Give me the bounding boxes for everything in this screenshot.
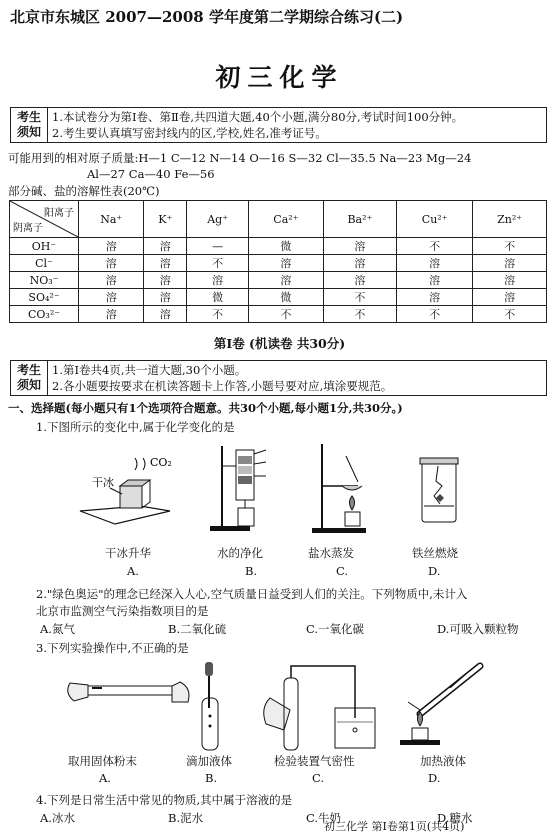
powder-figure (68, 682, 189, 702)
anion-label: OH⁻ (10, 238, 79, 255)
anion-label: NO₃⁻ (10, 272, 79, 289)
letter-1a: A. (127, 564, 139, 578)
letter-3c: C. (312, 771, 325, 785)
option-2b: B.二氧化硫 (168, 622, 227, 636)
table-cell: 不 (397, 238, 473, 255)
table-cell: 溶 (144, 255, 187, 272)
question-2-stem-2: 北京市监测空气污染指数项目的是 (36, 604, 209, 618)
page-title: 初三化学 (215, 63, 344, 92)
table-cell: 溶 (144, 306, 187, 323)
notice-body: 1.第Ⅰ卷共4页,共一道大题,30个小题。 2.各小题要按要求在机读答题卡上作答,小题号要对应,填涂要规范。 (52, 363, 393, 393)
cation-header: Ag⁺ (187, 201, 249, 238)
exam-header: 北京市东城区 2007—2008 学年度第二学期综合练习(二) (10, 8, 404, 26)
table-cell: 溶 (79, 272, 144, 289)
notice-box-1 (10, 107, 547, 143)
table-corner (10, 201, 79, 238)
dry-ice-label: 干冰 (92, 476, 114, 489)
letter-1b: B. (245, 564, 258, 578)
letter-1c: C. (336, 564, 349, 578)
cation-header: Zn²⁺ (473, 201, 547, 238)
option-4c: C.牛奶 (306, 811, 342, 825)
notice-label: 考生 须知 (11, 108, 48, 142)
letter-3b: B. (205, 771, 218, 785)
anion-label: SO₄²⁻ (10, 289, 79, 306)
option-4b: B.泥水 (168, 811, 204, 825)
table-cell: 不 (397, 306, 473, 323)
table-cell: 溶 (79, 306, 144, 323)
part-1-title: 第Ⅰ卷 (机读卷 共30分) (213, 336, 346, 351)
caption-3c: 检验装置气密性 (274, 754, 355, 768)
cation-header: Ca²⁺ (249, 201, 324, 238)
table-cell: 溶 (144, 289, 187, 306)
table-cell: 不 (187, 255, 249, 272)
table-cell: 溶 (79, 238, 144, 255)
table-cell: 不 (187, 306, 249, 323)
question-3-figures (40, 658, 559, 758)
table-cell: 不 (473, 306, 547, 323)
notice-label: 考生 须知 (11, 361, 48, 395)
cation-header: Ba²⁺ (323, 201, 397, 238)
caption-1d: 铁丝燃烧 (412, 546, 458, 560)
section-1-heading: 一、选择题(每小题只有1个选项符合题意。共30个小题,每小题1分,共30分。) (8, 401, 403, 415)
dry-ice-figure (80, 456, 172, 524)
letter-1d: D. (428, 564, 441, 578)
option-4a: A.冰水 (40, 811, 75, 825)
notice-body: 1.本试卷分为第Ⅰ卷、第Ⅱ卷,共四道大题,40个小题,满分80分,考试时间100分钟。 2.考生要认真填写密封线内的区,学校,姓名,准考证号。 (52, 110, 464, 140)
cation-header: Cu²⁺ (397, 201, 473, 238)
table-cell: 不 (323, 289, 397, 306)
solubility-title: 部分碱、盐的溶解性表(20℃) (8, 184, 160, 198)
caption-1a: 干冰升华 (105, 546, 151, 560)
option-2a: A.氮气 (40, 622, 75, 636)
option-4d: D.糖水 (437, 811, 473, 825)
cation-header: Na⁺ (79, 201, 144, 238)
table-cell: 溶 (323, 255, 397, 272)
page-footer: 初三化学 第Ⅰ卷第1页(共4页) (324, 820, 465, 833)
caption-1b: 水的净化 (217, 546, 263, 560)
table-cell: 微 (249, 289, 324, 306)
notice-box-2 (10, 360, 547, 396)
atomic-masses-line-2: Al—27 Ca—40 Fe—56 (87, 167, 215, 181)
table-cell: 溶 (323, 238, 397, 255)
question-3-stem: 3.下列实验操作中,不正确的是 (36, 641, 189, 655)
table-cell: 溶 (79, 289, 144, 306)
solubility-table (9, 200, 547, 323)
table-cell: 溶 (473, 289, 547, 306)
table-cell: 不 (249, 306, 324, 323)
table-row (10, 255, 547, 272)
table-cell: — (187, 238, 249, 255)
table-cell: 溶 (249, 255, 324, 272)
letter-3a: A. (99, 771, 111, 785)
table-cell: 溶 (144, 272, 187, 289)
table-cell: 溶 (473, 272, 547, 289)
airtightness-figure (264, 666, 375, 750)
table-cell: 溶 (323, 272, 397, 289)
table-cell: 不 (323, 306, 397, 323)
table-cell: 溶 (473, 255, 547, 272)
corner-bottom-label: 阴离子 (13, 223, 43, 234)
option-2c: C.一氧化碳 (306, 622, 365, 636)
table-cell: 溶 (144, 238, 187, 255)
dropper-figure (202, 662, 218, 750)
table-row (10, 306, 547, 323)
question-1-stem: 1.下图所示的变化中,属于化学变化的是 (36, 420, 235, 434)
anion-label: Cl⁻ (10, 255, 79, 272)
table-row (10, 238, 547, 255)
cation-header: K⁺ (144, 201, 187, 238)
table-cell: 溶 (397, 272, 473, 289)
corner-top-label: 阳离子 (44, 208, 74, 219)
atomic-masses-line-1: 可能用到的相对原子质量:H—1 C—12 N—14 O—16 S—32 Cl—35.5 Na—23 Mg—24 (8, 151, 472, 165)
iron-burning-figure (420, 458, 458, 522)
evaporation-figure (312, 444, 366, 533)
water-purifier-figure (210, 446, 266, 531)
option-2d: D.可吸入颗粒物 (437, 622, 519, 636)
table-cell: 不 (473, 238, 547, 255)
anion-label: CO₃²⁻ (10, 306, 79, 323)
caption-1c: 盐水蒸发 (308, 546, 354, 560)
table-cell: 溶 (187, 272, 249, 289)
question-2-stem-1: 2."绿色奥运"的理念已经深入人心,空气质量日益受到人们的关注。下列物质中,未计入 (36, 587, 468, 601)
heating-liquid-figure (400, 666, 480, 745)
caption-3a: 取用固体粉末 (68, 754, 137, 768)
table-cell: 微 (187, 289, 249, 306)
table-cell: 溶 (249, 272, 324, 289)
table-row (10, 272, 547, 289)
co2-label: CO₂ (150, 456, 172, 469)
question-4-stem: 4.下列是日常生活中常见的物质,其中属于溶液的是 (36, 793, 293, 807)
letter-3d: D. (428, 771, 441, 785)
table-cell: 微 (249, 238, 324, 255)
table-cell: 溶 (397, 255, 473, 272)
question-1-figures (40, 436, 559, 541)
table-cell: 溶 (397, 289, 473, 306)
table-row (10, 289, 547, 306)
caption-3b: 滴加液体 (186, 754, 232, 768)
caption-3d: 加热液体 (420, 754, 466, 768)
table-cell: 溶 (79, 255, 144, 272)
